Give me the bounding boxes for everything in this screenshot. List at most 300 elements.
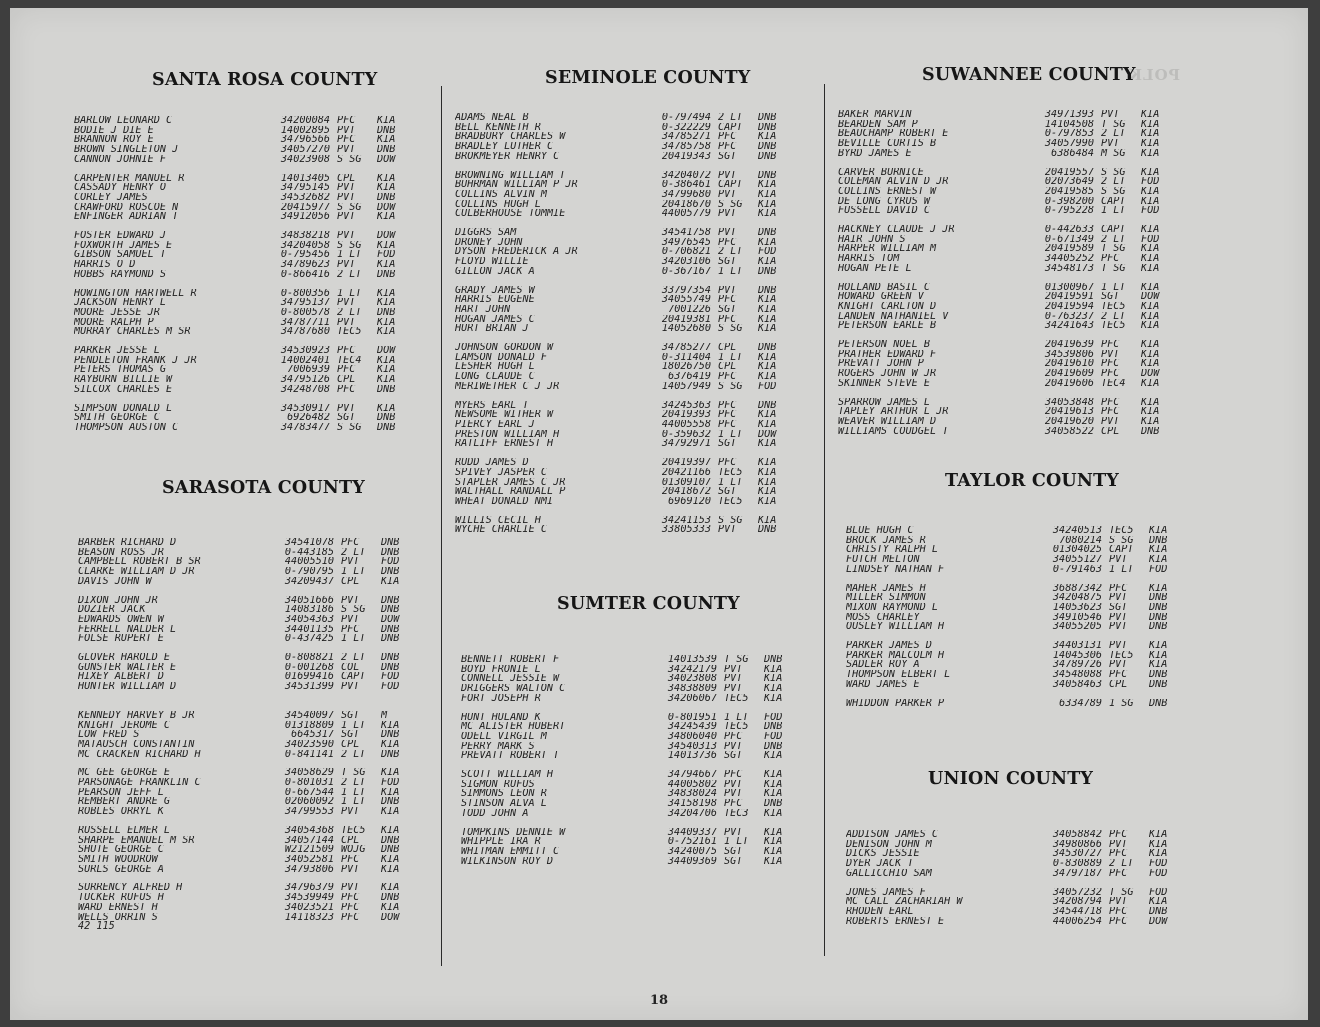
soldier-name: HOWINGTON HARTWELL R xyxy=(74,288,197,299)
soldier-name: COLLINS HUGH L xyxy=(455,199,541,210)
serial-number: 14013539 xyxy=(667,655,717,665)
table-row xyxy=(846,584,1179,594)
status-code: KIA xyxy=(1141,148,1160,159)
table-row xyxy=(838,398,1171,408)
rank: SGT xyxy=(1101,292,1120,302)
status-code: FOD xyxy=(1141,234,1160,245)
serial-number: 20419613 xyxy=(1044,407,1094,417)
rank: PFC xyxy=(337,346,356,356)
rank: 2 LT xyxy=(341,547,366,558)
serial-number: 34540097 xyxy=(284,710,334,721)
status-code: KIA xyxy=(1141,167,1160,178)
soldier-name: DOZIER JACK xyxy=(78,605,146,615)
rank: PFC xyxy=(1101,397,1120,408)
rank: PFC xyxy=(724,770,743,780)
column-divider-left xyxy=(441,86,442,966)
rank: PFC xyxy=(341,538,360,548)
soldier-name: HIXEY ALBERT D xyxy=(78,672,164,683)
serial-number: 14052680 xyxy=(661,324,711,335)
rank: TEC5 xyxy=(724,693,749,704)
serial-number: 0-800578 xyxy=(280,307,330,318)
rank: PFC xyxy=(718,400,737,411)
soldier-name: GILLON JACK A xyxy=(455,266,535,277)
soldier-name: SHUTE GEORGE C xyxy=(78,845,164,855)
status-code: KIA xyxy=(381,787,400,798)
serial-number: 20419610 xyxy=(1044,359,1094,370)
table-row xyxy=(455,497,788,507)
status-code: KIA xyxy=(377,365,396,376)
table-row xyxy=(846,888,1179,898)
rank: PVT xyxy=(341,557,360,568)
status-code: KIA xyxy=(1149,526,1168,536)
rank: 1 LT xyxy=(341,567,366,577)
table-row xyxy=(78,797,411,807)
rank: CPL xyxy=(341,835,360,846)
serial-number: 34055205 xyxy=(1052,622,1102,633)
table-row xyxy=(455,478,788,488)
entry-group xyxy=(846,584,1179,633)
entry-group xyxy=(74,174,407,223)
table-row xyxy=(455,152,788,162)
status-code: KIA xyxy=(377,135,396,146)
rank: PFC xyxy=(341,854,360,865)
soldier-name: FERRELL NALDER L xyxy=(78,624,177,635)
soldier-name: CLARKE WILLIAM D JR xyxy=(78,567,195,577)
serial-number: 20419557 xyxy=(1044,167,1094,178)
rank: PVT xyxy=(337,231,356,241)
status-code: DNB xyxy=(377,384,396,395)
entry-group xyxy=(74,346,407,395)
status-code: DNB xyxy=(764,741,783,752)
table-row xyxy=(838,417,1171,427)
soldier-name: CASSADY HENRY O xyxy=(74,183,167,193)
soldier-name: WILLIS CECIL H xyxy=(455,515,541,526)
soldier-name: NEWSOME WITHER W xyxy=(455,410,554,420)
status-code: KIA xyxy=(758,237,777,248)
status-code: FOD xyxy=(1149,859,1168,869)
table-row xyxy=(846,526,1179,536)
status-code: DNB xyxy=(1149,670,1168,680)
soldier-name: STAPLER JAMES C JR xyxy=(455,477,566,488)
serial-number: 34054363 xyxy=(284,614,334,625)
serial-number: 34057990 xyxy=(1044,139,1094,149)
county-heading: SARASOTA COUNTY xyxy=(162,478,365,498)
status-code: KIA xyxy=(377,116,396,126)
serial-number: 34541078 xyxy=(284,538,334,548)
soldier-name: SKINNER STEVE E xyxy=(838,378,931,389)
soldier-name: WILKINSON ROY D xyxy=(461,856,554,867)
table-row xyxy=(74,385,407,395)
table-row xyxy=(455,382,788,392)
table-row xyxy=(455,439,788,449)
status-code: KIA xyxy=(1141,196,1160,207)
table-row xyxy=(838,254,1171,264)
rank: PVT xyxy=(1109,622,1128,633)
serial-number: 34795126 xyxy=(280,375,330,385)
rank: TEC5 xyxy=(718,496,743,507)
soldier-name: HURT BRIAN J xyxy=(455,324,529,335)
serial-number: 34794667 xyxy=(667,770,717,780)
rank: 2 LT xyxy=(341,778,366,788)
soldier-name: WALTHALL RANDALL P xyxy=(455,487,566,497)
status-code: KIA xyxy=(377,212,396,223)
status-code: KIA xyxy=(1141,407,1160,417)
table-row xyxy=(846,670,1179,680)
table-row xyxy=(838,149,1171,159)
status-code: DNB xyxy=(764,799,783,809)
status-code: KIA xyxy=(764,751,783,762)
table-row xyxy=(78,836,411,846)
soldier-name: FORT JOSEPH R xyxy=(461,693,541,704)
rank: PVT xyxy=(1109,593,1128,603)
soldier-name: CAMPBELL ROBERT B SR xyxy=(78,557,201,568)
rank: PFC xyxy=(718,458,737,468)
rank: PVT xyxy=(1109,660,1128,671)
soldier-name: WYCHE CHARLIE C xyxy=(455,525,548,536)
table-row xyxy=(838,139,1171,149)
status-code: DNB xyxy=(1149,698,1168,709)
status-code: KIA xyxy=(1149,839,1168,850)
soldier-name: DRONEY JOHN xyxy=(455,237,523,248)
serial-number: 34783477 xyxy=(280,422,330,433)
table-row xyxy=(846,641,1179,651)
serial-number: 34548088 xyxy=(1052,670,1102,680)
rank: PFC xyxy=(337,116,356,126)
rank: PFC xyxy=(1109,670,1128,680)
rank: TEC5 xyxy=(341,825,366,836)
serial-number: 0-797494 xyxy=(661,113,711,123)
status-code: KIA xyxy=(1141,378,1160,389)
serial-number: 44005558 xyxy=(661,419,711,430)
status-code: DNB xyxy=(377,422,396,433)
rank: PVT xyxy=(718,209,737,220)
serial-number: 34203106 xyxy=(661,257,711,267)
status-code: DOW xyxy=(758,429,777,440)
rank: 2 LT xyxy=(341,749,366,760)
rank: PVT xyxy=(341,614,360,625)
rank: 2 LT xyxy=(1109,859,1134,869)
status-code: KIA xyxy=(758,180,777,190)
rank: 2 LT xyxy=(718,113,743,123)
status-code: KIA xyxy=(1141,349,1160,360)
table-row xyxy=(846,651,1179,661)
serial-number: 34971393 xyxy=(1044,110,1094,120)
soldier-name: PENDLETON FRANK J JR xyxy=(74,355,197,366)
soldier-name: ADDISON JAMES C xyxy=(846,830,939,840)
table-row xyxy=(461,684,794,694)
soldier-name: MC CALL ZACHARIAH W xyxy=(846,897,963,907)
table-row xyxy=(78,768,411,778)
table-row xyxy=(455,238,788,248)
rank: 1 LT xyxy=(718,352,743,363)
soldier-name: MIXON RAYMOND L xyxy=(846,602,939,613)
status-code: KIA xyxy=(377,317,396,328)
table-row xyxy=(78,596,411,606)
county-heading: SEMINOLE COUNTY xyxy=(545,68,751,88)
rank: CPL xyxy=(341,739,360,750)
status-code: FOD xyxy=(381,778,400,788)
status-code: KIA xyxy=(1141,282,1160,293)
soldier-name: CONNELL JESSIE W xyxy=(461,674,560,685)
serial-number: 0-801951 xyxy=(667,712,717,723)
soldier-name: KNIGHT JEROME C xyxy=(78,720,171,731)
status-code: DNB xyxy=(764,655,783,665)
serial-number: 0-671349 xyxy=(1044,234,1094,245)
rank: 2 LT xyxy=(718,247,743,258)
status-code: DNB xyxy=(381,662,400,673)
soldier-name: PREVATT ROBERT T xyxy=(461,751,560,762)
table-row xyxy=(846,907,1179,917)
soldier-name: RAYBURN BILLIE W xyxy=(74,375,173,385)
table-row xyxy=(461,674,794,684)
table-row xyxy=(455,209,788,219)
status-code: KIA xyxy=(381,864,400,875)
table-row xyxy=(78,740,411,750)
soldier-name: HARRIS TOM xyxy=(838,254,900,264)
serial-number: 0-801031 xyxy=(284,778,334,788)
rank: S SG xyxy=(337,202,362,213)
soldier-name: BROWNING WILLIAM T xyxy=(455,170,566,181)
serial-number: 34795145 xyxy=(280,183,330,193)
casualty-list xyxy=(455,113,788,535)
soldier-name: PERRY MARK S xyxy=(461,741,535,752)
serial-number: 0-841141 xyxy=(284,749,334,760)
table-row xyxy=(74,145,407,155)
serial-number: 34057232 xyxy=(1052,887,1102,898)
rank: 1 LT xyxy=(337,250,362,261)
table-row xyxy=(74,250,407,260)
soldier-name: WILLIAMS COUDGEL T xyxy=(838,426,949,437)
serial-number: 34245363 xyxy=(661,400,711,411)
serial-number: 14002895 xyxy=(280,125,330,136)
status-code: KIA xyxy=(381,720,400,731)
serial-number: 0-001268 xyxy=(284,662,334,673)
serial-number: 0-763237 xyxy=(1044,311,1094,322)
entry-group xyxy=(78,768,411,817)
table-row xyxy=(846,917,1179,927)
soldier-name: JACKSON HENRY L xyxy=(74,298,167,308)
footnote-count: 42 115 xyxy=(78,921,115,933)
status-code: KIA xyxy=(758,410,777,420)
table-row xyxy=(455,295,788,305)
rank: TEC5 xyxy=(1109,650,1134,661)
rank: PVT xyxy=(1101,416,1120,427)
table-row xyxy=(461,694,794,704)
status-code: KIA xyxy=(758,189,777,200)
serial-number: 0-830889 xyxy=(1052,859,1102,869)
table-row xyxy=(846,536,1179,546)
serial-number: 34158198 xyxy=(667,799,717,809)
status-code: DNB xyxy=(381,893,400,903)
soldier-name: SCOTT WILLIAM H xyxy=(461,770,554,780)
entry-group xyxy=(455,286,788,335)
status-code: DNB xyxy=(377,269,396,280)
serial-number: 0-752161 xyxy=(667,837,717,847)
status-code: KIA xyxy=(1149,849,1168,860)
soldier-name: GRADY JAMES W xyxy=(455,285,535,296)
serial-number: 34792971 xyxy=(661,439,711,450)
status-code: DNB xyxy=(381,567,400,577)
rank: CPL xyxy=(718,343,737,353)
status-code: KIA xyxy=(758,352,777,363)
soldier-name: ROBERTS ERNEST E xyxy=(846,916,945,927)
serial-number: 20419397 xyxy=(661,458,711,468)
serial-number: 20419343 xyxy=(661,151,711,162)
rank: PVT xyxy=(724,664,743,675)
table-row xyxy=(846,622,1179,632)
rank: PVT xyxy=(341,864,360,875)
status-code: KIA xyxy=(758,487,777,497)
serial-number: 34789726 xyxy=(1052,660,1102,671)
serial-number: 20415977 xyxy=(280,202,330,213)
page-number: 18 xyxy=(649,993,669,1008)
soldier-name: PETERSON EARLE B xyxy=(838,321,937,332)
table-row xyxy=(74,356,407,366)
soldier-name: WELLS ORRIN S xyxy=(78,912,158,923)
rank: PVT xyxy=(341,595,360,606)
serial-number: 44005802 xyxy=(667,779,717,790)
rank: 1 LT xyxy=(1109,564,1134,575)
rank: PVT xyxy=(724,684,743,694)
serial-number: 34541758 xyxy=(661,228,711,238)
table-row xyxy=(461,789,794,799)
serial-number: 20418670 xyxy=(661,199,711,210)
table-row xyxy=(461,751,794,761)
table-row xyxy=(78,893,411,903)
rank: PVT xyxy=(1109,897,1128,907)
serial-number: 34787680 xyxy=(280,327,330,338)
table-row xyxy=(461,665,794,675)
status-code: KIA xyxy=(764,846,783,857)
table-row xyxy=(461,732,794,742)
rank: TEC5 xyxy=(718,467,743,478)
rank: PFC xyxy=(337,135,356,146)
table-row xyxy=(846,565,1179,575)
soldier-name: PREVATT JOHN P xyxy=(838,359,924,370)
table-row xyxy=(838,379,1171,389)
soldier-name: BRANNON ROY E xyxy=(74,135,154,146)
table-row xyxy=(461,722,794,732)
table-row xyxy=(461,780,794,790)
status-code: FOD xyxy=(1141,177,1160,187)
soldier-name: BELL KENNETH R xyxy=(455,122,541,133)
status-code: DNB xyxy=(1149,602,1168,613)
soldier-name: BLUE HUGH C xyxy=(846,526,914,536)
serial-number: 14104508 xyxy=(1044,119,1094,130)
status-code: DNB xyxy=(381,749,400,760)
document-page xyxy=(10,8,1308,1020)
status-code: DNB xyxy=(381,845,400,855)
rank: PVT xyxy=(1101,110,1120,120)
serial-number: 6926482 xyxy=(287,413,330,423)
serial-number: 34403131 xyxy=(1052,641,1102,651)
serial-number: 0-808821 xyxy=(284,653,334,663)
table-row xyxy=(838,359,1171,369)
soldier-name: PARKER JESSE L xyxy=(74,346,160,356)
soldier-name: MAHER JAMES H xyxy=(846,583,926,594)
table-row xyxy=(455,113,788,123)
status-code: KIA xyxy=(1141,110,1160,120)
soldier-name: GUNSTER WALTER E xyxy=(78,662,177,673)
rank: 1 LT xyxy=(724,837,749,847)
soldier-name: SIMMONS LEON R xyxy=(461,789,547,800)
status-code: KIA xyxy=(764,693,783,704)
soldier-name: WEAVER WILLIAM D xyxy=(838,416,937,427)
table-row xyxy=(78,855,411,865)
status-code: DNB xyxy=(381,835,400,846)
status-code: DNB xyxy=(758,113,777,123)
table-row xyxy=(455,372,788,382)
serial-number: 0-437425 xyxy=(284,634,334,645)
status-code: KIA xyxy=(381,739,400,750)
status-code: KIA xyxy=(1149,897,1168,907)
soldier-name: CARVER BURNICE xyxy=(838,167,924,178)
table-row xyxy=(455,180,788,190)
soldier-name: EDWARDS OWEN W xyxy=(78,614,164,625)
serial-number: 34409337 xyxy=(667,827,717,838)
serial-number: 34209437 xyxy=(284,576,334,587)
status-code: KIA xyxy=(1149,650,1168,661)
entry-group xyxy=(838,398,1171,437)
rank: PVT xyxy=(337,192,356,203)
rank: CAPT xyxy=(1109,545,1134,556)
rank: TEC5 xyxy=(337,327,362,338)
entry-group xyxy=(846,526,1179,575)
rank: S SG xyxy=(1101,167,1126,178)
rank: PFC xyxy=(718,237,737,248)
serial-number: 14002401 xyxy=(280,355,330,366)
rank: T SG xyxy=(724,655,749,665)
serial-number: 02060092 xyxy=(284,797,334,808)
serial-number: 0-797853 xyxy=(1044,129,1094,140)
soldier-name: BROCK JAMES R xyxy=(846,535,926,546)
rank: PVT xyxy=(1101,139,1120,149)
table-row xyxy=(78,730,411,740)
serial-number: 34793806 xyxy=(284,864,334,875)
table-row xyxy=(455,267,788,277)
rank: 1 LT xyxy=(718,266,743,277)
table-row xyxy=(74,155,407,165)
rank: WOJG xyxy=(341,845,366,855)
table-row xyxy=(455,132,788,142)
soldier-name: BRADBURY CHARLES W xyxy=(455,132,566,143)
serial-number: 34057270 xyxy=(280,145,330,155)
county-heading: SUWANNEE COUNTY xyxy=(922,65,1136,85)
rank: PFC xyxy=(718,419,737,430)
status-code: KIA xyxy=(1149,641,1168,651)
soldier-name: DENISON JOHN M xyxy=(846,839,932,850)
serial-number: 34053848 xyxy=(1044,397,1094,408)
table-row xyxy=(74,203,407,213)
table-row xyxy=(78,672,411,682)
soldier-name: DRIGGERS WALTON C xyxy=(461,684,566,694)
table-row xyxy=(78,615,411,625)
serial-number: 34055749 xyxy=(661,295,711,305)
rank: PFC xyxy=(341,912,360,923)
table-row xyxy=(838,302,1171,312)
serial-number: 34023808 xyxy=(667,674,717,685)
serial-number: 34797187 xyxy=(1052,868,1102,879)
serial-number: 01300967 xyxy=(1044,282,1094,293)
status-code: DNB xyxy=(1149,622,1168,633)
soldier-name: SILCOX CHARLES E xyxy=(74,384,173,395)
table-row xyxy=(838,110,1171,120)
rank: T SG xyxy=(1101,263,1126,274)
entry-group xyxy=(78,653,411,692)
status-code: KIA xyxy=(377,260,396,270)
soldier-name: BODIE J DIE E xyxy=(74,125,154,136)
status-code: DNB xyxy=(758,400,777,411)
